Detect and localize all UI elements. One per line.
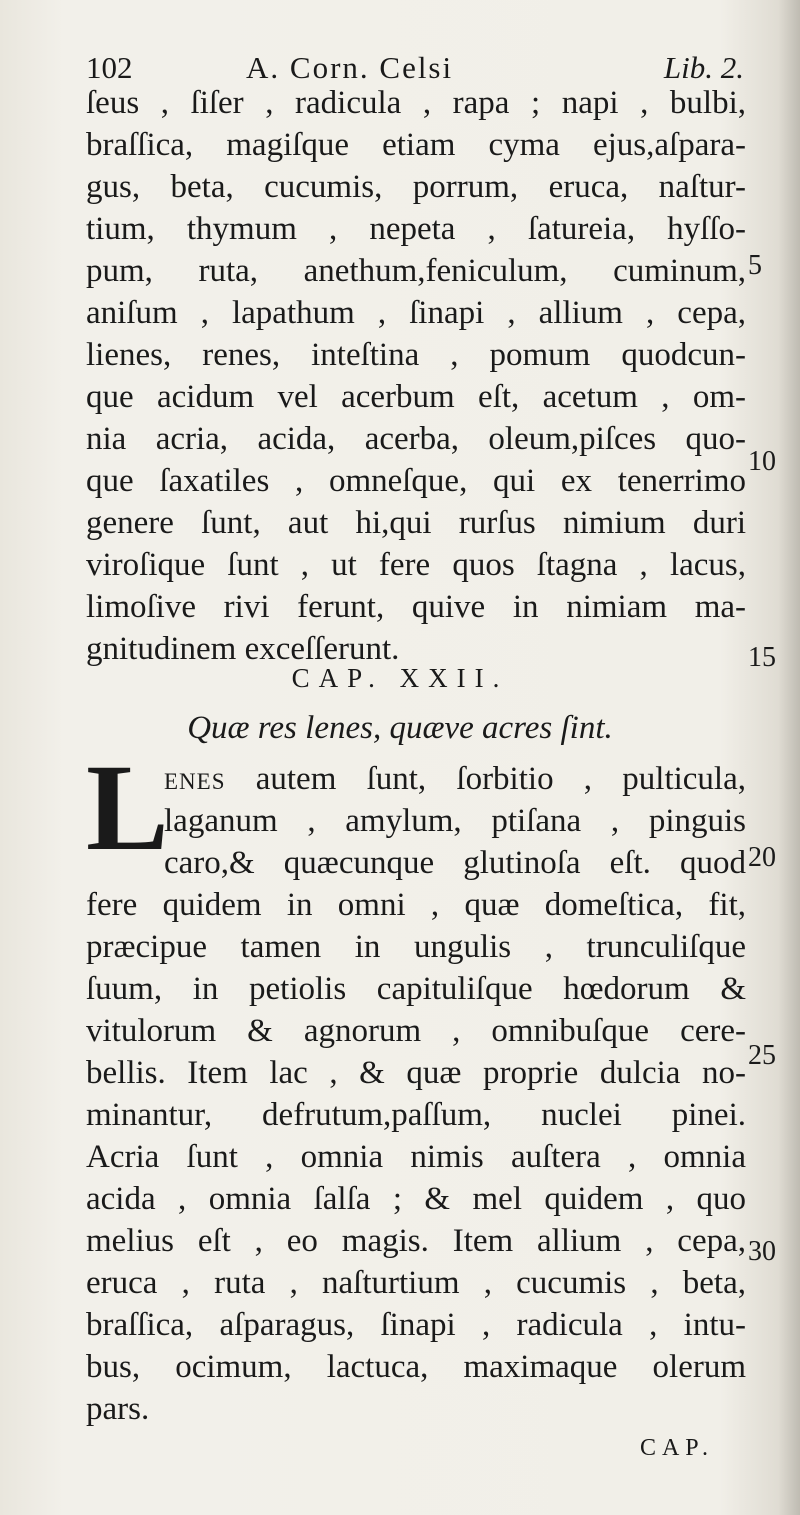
page-edge-shadow [778,0,800,1515]
text-line: laganum , amylum, ptiſana , pinguis [164,803,746,839]
text-line: Acria ſunt , omnia nimis auſtera , omnia [86,1139,746,1175]
text-line: ſeus , ſiſer , radicula , rapa ; napi , bulbi, [86,85,746,121]
text-line: minantur, defrutum,paſſum, nuclei pinei. [86,1097,746,1133]
text-line: caro,& quæcunque glutinoſa eſt. quod [164,845,746,881]
catchword: CAP. [639,1435,714,1461]
line-number-margin: 30 [748,1236,776,1267]
text-line: braſſica, aſparagus, ſinapi , radicula , intu- [86,1307,746,1343]
chapter-subtitle: Quæ res lenes, quæve acres ſint. [187,710,613,746]
text-line: viroſique ſunt , ut fere quos ſtagna , lacus, [86,547,746,583]
text-line: vitulorum & agnorum , omnibuſque cere- [86,1013,746,1049]
text-line [86,758,746,800]
book-number: Lib. 2. [663,50,744,85]
text-line: genere ſunt, aut hi,qui rurſus nimium duri [86,505,746,541]
text-line: que ſaxatiles , omneſque, qui ex tenerrimo [86,463,746,499]
line-number-margin: 10 [748,446,776,477]
text-line: braſſica, magiſque etiam cyma ejus,aſpara- [86,127,746,163]
text-line: pars. [86,1391,150,1427]
line-number-margin: 20 [748,842,776,873]
page-number: 102 [86,50,133,85]
text-line: bus, ocimum, lactuca, maximaque olerum [86,1349,746,1385]
first-word: enes [164,761,226,797]
text-line: eruca , ruta , naſturtium , cucumis , beta, [86,1265,746,1301]
text-block-chapter-22 [86,739,746,1430]
text-line: melius eſt , eo magis. Item allium , cepa, [86,1223,746,1259]
text-line: gnitudinem exceſſerunt. [86,631,400,667]
text-line: præcipue tamen in ungulis , trunculiſque [86,929,746,965]
text-line: acida , omnia ſalſa ; & mel quidem , quo [86,1181,746,1217]
line-number-margin: 15 [748,642,776,673]
first-line-rest: autem ſunt, ſorbitio , pulticula, [225,761,746,797]
text-line: limoſive rivi ferunt, quive in nimiam ma- [86,589,746,625]
text-line: lienes, renes, inteſtina , pomum quodcun- [86,337,746,373]
line-number-margin: 5 [748,250,762,281]
text-line: gus, beta, cucumis, porrum, eruca, naſtur- [86,169,746,205]
text-block-chapter-end [86,68,746,670]
text-line: bellis. Item lac , & quæ proprie dulcia no- [86,1055,746,1091]
text-line: ſuum, in petiolis capituliſque hœdorum & [86,971,746,1007]
drop-capital: L [86,739,169,876]
text-line: que acidum vel acerbum eſt, acetum , om- [86,379,746,415]
chapter-heading: CAP. XXII. [291,663,509,693]
text-line: fere quidem in omni , quæ domeſtica, fit, [86,887,746,923]
line-number-margin: 25 [748,1040,776,1071]
text-line: tium, thymum , nepeta , ſatureia, hyſſo- [86,211,746,247]
text-line: pum, ruta, anethum,feniculum, cuminum, [86,253,746,289]
text-line: nia acria, acida, acerba, oleum,piſces quo- [86,421,746,457]
running-title: A. Corn. Celsi [246,50,454,85]
text-line: aniſum , lapathum , ſinapi , allium , cepa, [86,295,746,331]
